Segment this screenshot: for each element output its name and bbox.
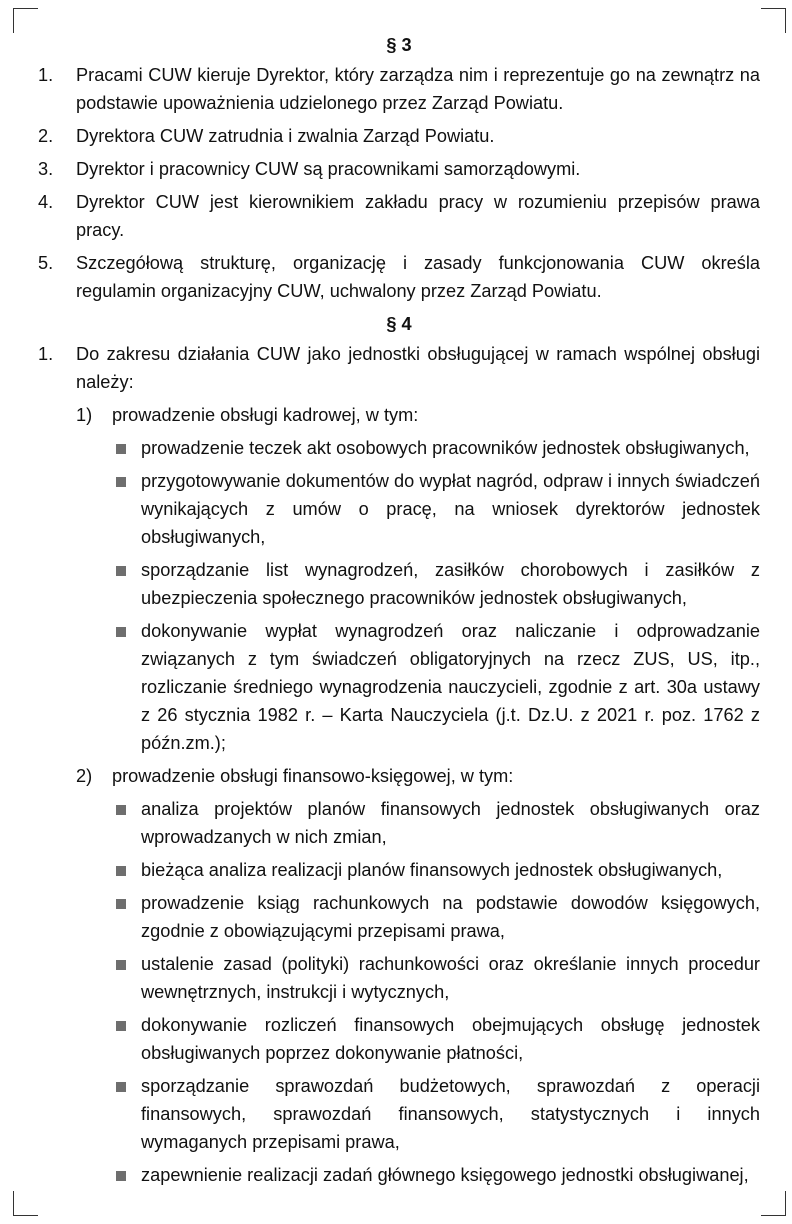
item-number: 5. (38, 253, 54, 273)
bullet-text: ustalenie zasad (polityki) rachunkowości oraz określanie innych procedur wewnętrznych, instrukcji i wytycznych, (141, 954, 760, 1002)
square-bullet-icon (116, 444, 126, 454)
item-number: 3. (38, 159, 54, 179)
item-text: Dyrektor CUW jest kierownikiem zakładu pracy w rozumieniu przepisów prawa pracy. (76, 192, 760, 240)
bullet-text: przygotowywanie dokumentów do wypłat nagród, odpraw i innych świadczeń wynikających z umów o pracę, na wniosek dyrektorów jednostek obsługiwanych, (141, 471, 760, 547)
bullet-item (38, 617, 760, 757)
item-text: Szczegółową strukturę, organizację i zasady funkcjonowania CUW określa regulamin organizacyjny CUW, uchwalony przez Zarząd Powiatu. (76, 253, 760, 301)
bullet-text: bieżąca analiza realizacji planów finansowych jednostek obsługiwanych, (141, 860, 723, 880)
subpoint-number: 2) (76, 766, 93, 786)
bullet-text: sporządzanie sprawozdań budżetowych, sprawozdań z operacji finansowych, sprawozdań finansowych, statystycznych i innych wymaganych przepisami prawa, (141, 1076, 760, 1152)
section-3-heading: § 3 (386, 35, 412, 55)
subpoint-text: prowadzenie obsługi kadrowej, w tym: (112, 405, 419, 425)
bullet-item (38, 1072, 760, 1156)
subpoint-2 (38, 762, 760, 790)
item-number: 1. (38, 344, 54, 364)
square-bullet-icon (116, 1021, 126, 1031)
bullet-item (38, 1011, 760, 1067)
section-4-heading: § 4 (386, 314, 412, 334)
square-bullet-icon (116, 960, 126, 970)
square-bullet-icon (116, 899, 126, 909)
bullet-item (38, 795, 760, 851)
square-bullet-icon (116, 627, 126, 637)
item-text: Dyrektora CUW zatrudnia i zwalnia Zarząd Powiatu. (76, 126, 495, 146)
bullet-text: dokonywanie rozliczeń finansowych obejmujących obsługę jednostek obsługiwanych poprzez dokonywanie płatności, (141, 1015, 760, 1063)
subpoint-number: 1) (76, 405, 93, 425)
bullet-item (38, 889, 760, 945)
section-3-item-1 (38, 61, 760, 117)
item-number: 2. (38, 126, 54, 146)
corner-mark-bottom-right (761, 1191, 786, 1216)
item-text: Dyrektor i pracownicy CUW są pracownikami samorządowymi. (76, 159, 581, 179)
document-body (38, 31, 760, 1194)
section-3-item-3 (38, 155, 760, 183)
subpoint-text: prowadzenie obsługi finansowo-księgowej, w tym: (112, 766, 514, 786)
item-number: 1. (38, 65, 54, 85)
bullet-text: sporządzanie list wynagrodzeń, zasiłków chorobowych i zasiłków z ubezpieczenia społecznego pracowników jednostek obsługiwanych, (141, 560, 760, 608)
subpoint-1 (38, 401, 760, 429)
section-3-item-4 (38, 188, 760, 244)
bullet-text: prowadzenie teczek akt osobowych pracowników jednostek obsługiwanych, (141, 438, 750, 458)
corner-mark-bottom-left (13, 1191, 38, 1216)
bullet-item (38, 856, 760, 884)
bullet-item (38, 1161, 760, 1189)
bullet-text: analiza projektów planów finansowych jednostek obsługiwanych oraz wprowadzanych w nich zmian, (141, 799, 760, 847)
square-bullet-icon (116, 1082, 126, 1092)
square-bullet-icon (116, 1171, 126, 1181)
item-text: Do zakresu działania CUW jako jednostki obsługującej w ramach wspólnej obsługi należy: (76, 344, 760, 392)
square-bullet-icon (116, 805, 126, 815)
item-number: 4. (38, 192, 54, 212)
section-3-item-2 (38, 122, 760, 150)
item-text: Pracami CUW kieruje Dyrektor, który zarządza nim i reprezentuje go na zewnątrz na podstawie upoważnienia udzielonego przez Zarząd Powiatu. (76, 65, 760, 113)
bullet-text: dokonywanie wypłat wynagrodzeń oraz naliczanie i odprowadzanie związanych z tym świadczeń obligatoryjnych na rzecz ZUS, US, itp., rozliczanie średniego wynagrodzenia nauczycieli, zgodnie z art. 30a ustawy z 26 stycznia 1982 r. – Karta Nauczyciela (j.t. Dz.U. z 2021 r. poz. 1762 z późn.zm.); (141, 621, 760, 753)
bullet-item (38, 467, 760, 551)
corner-mark-top-left (13, 8, 38, 33)
section-3-item-5 (38, 249, 760, 305)
section-4-item-1 (38, 340, 760, 396)
bullet-item (38, 556, 760, 612)
square-bullet-icon (116, 477, 126, 487)
bullet-item (38, 950, 760, 1006)
bullet-item (38, 434, 760, 462)
bullet-text: zapewnienie realizacji zadań głównego księgowego jednostki obsługiwanej, (141, 1165, 749, 1185)
bullet-text: prowadzenie ksiąg rachunkowych na podstawie dowodów księgowych, zgodnie z obowiązującymi przepisami prawa, (141, 893, 760, 941)
corner-mark-top-right (761, 8, 786, 33)
square-bullet-icon (116, 566, 126, 576)
square-bullet-icon (116, 866, 126, 876)
